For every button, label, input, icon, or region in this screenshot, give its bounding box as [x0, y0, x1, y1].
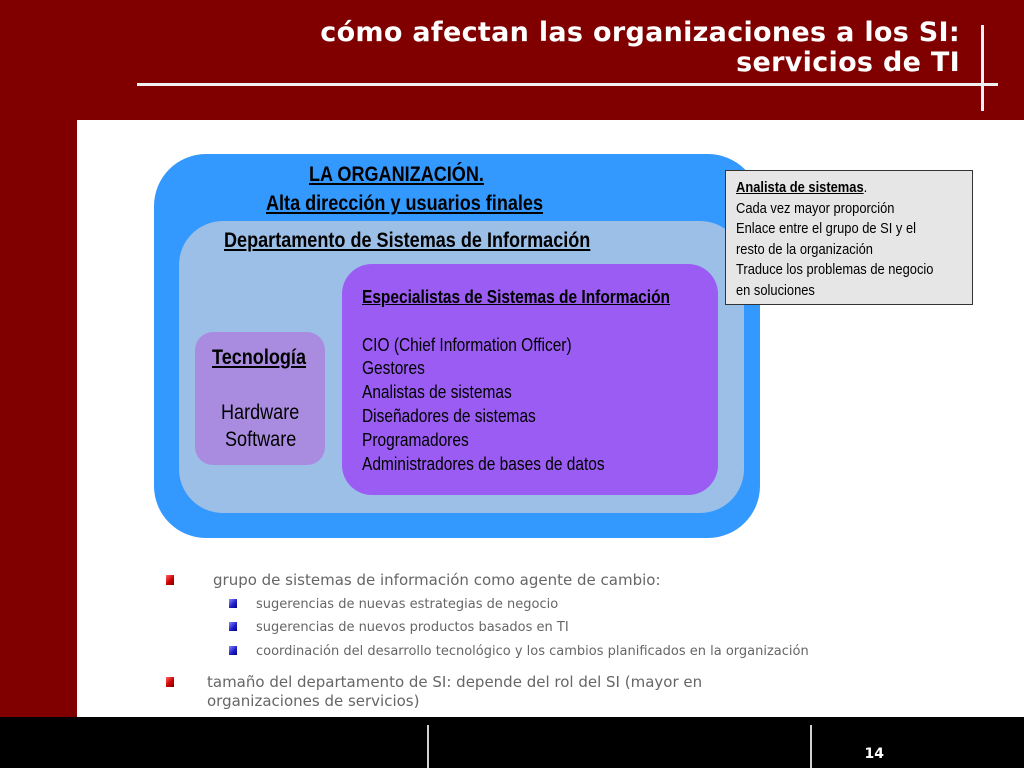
analyst-note-line: resto de la organización: [736, 240, 873, 258]
blue-bullet-icon: [229, 622, 237, 631]
header-divider-horizontal: [137, 83, 998, 86]
technology-item-hardware: Hardware: [221, 401, 300, 424]
analyst-note-line: Traduce los problemas de negocio: [736, 261, 934, 279]
specialist-item: Administradores de bases de datos: [362, 454, 605, 474]
specialists-title: Especialistas de Sistemas de Información: [362, 287, 671, 307]
slide-title-line1: cómo afectan las organizaciones a los SI:: [320, 17, 960, 48]
red-bullet-icon: [166, 677, 174, 687]
specialist-item: Analistas de sistemas: [362, 382, 512, 402]
specialist-item: CIO (Chief Information Officer): [362, 335, 572, 355]
blue-bullet-icon: [229, 599, 237, 608]
bullet-main-1: grupo de sistemas de información como agente de cambio:: [213, 571, 661, 589]
technology-item-software: Software: [225, 428, 297, 451]
bullet-sub-2: sugerencias de nuevos productos basados en TI: [256, 620, 569, 635]
specialist-item: Programadores: [362, 430, 469, 450]
analyst-note-line: Cada vez mayor proporción: [736, 199, 895, 217]
organization-title-line1: LA ORGANIZACIÓN.: [309, 163, 484, 186]
header-divider-vertical: [981, 25, 984, 111]
department-title: Departamento de Sistemas de Información: [224, 229, 591, 252]
bullet-main-2-line1: tamaño del departamento de SI: depende del rol del SI (mayor en: [207, 673, 703, 691]
footer-bar: [0, 717, 1024, 768]
specialist-item: Gestores: [362, 358, 425, 378]
bullet-sub-1: sugerencias de nuevas estrategias de negocio: [256, 597, 559, 612]
analyst-note-title-suffix: .: [863, 179, 868, 196]
bullet-main-2-line2: organizaciones de servicios): [207, 692, 420, 710]
footer-divider: [427, 725, 429, 768]
analyst-note-line: en soluciones: [736, 281, 815, 299]
analyst-note: [725, 170, 973, 305]
blue-bullet-icon: [229, 646, 237, 655]
red-bullet-icon: [166, 575, 174, 585]
slide-title-line2: servicios de TI: [736, 47, 960, 78]
analyst-note-title: Analista de sistemas: [736, 179, 864, 196]
bullet-sub-3: coordinación del desarrollo tecnológico y los cambios planificados en la organización: [256, 644, 809, 659]
bullet-main-2: [207, 673, 702, 711]
specialist-item: Diseñadores de sistemas: [362, 406, 536, 426]
organization-title: [266, 160, 696, 218]
organization-title-line2: Alta dirección y usuarios finales: [266, 192, 544, 215]
analyst-note-line: Enlace entre el grupo de SI y el: [736, 220, 916, 238]
slide-title: [160, 18, 960, 78]
footer-divider: [810, 725, 812, 768]
analyst-note-text: [736, 178, 933, 302]
technology-title: Tecnología: [212, 346, 306, 369]
page-number: 14: [864, 746, 884, 762]
